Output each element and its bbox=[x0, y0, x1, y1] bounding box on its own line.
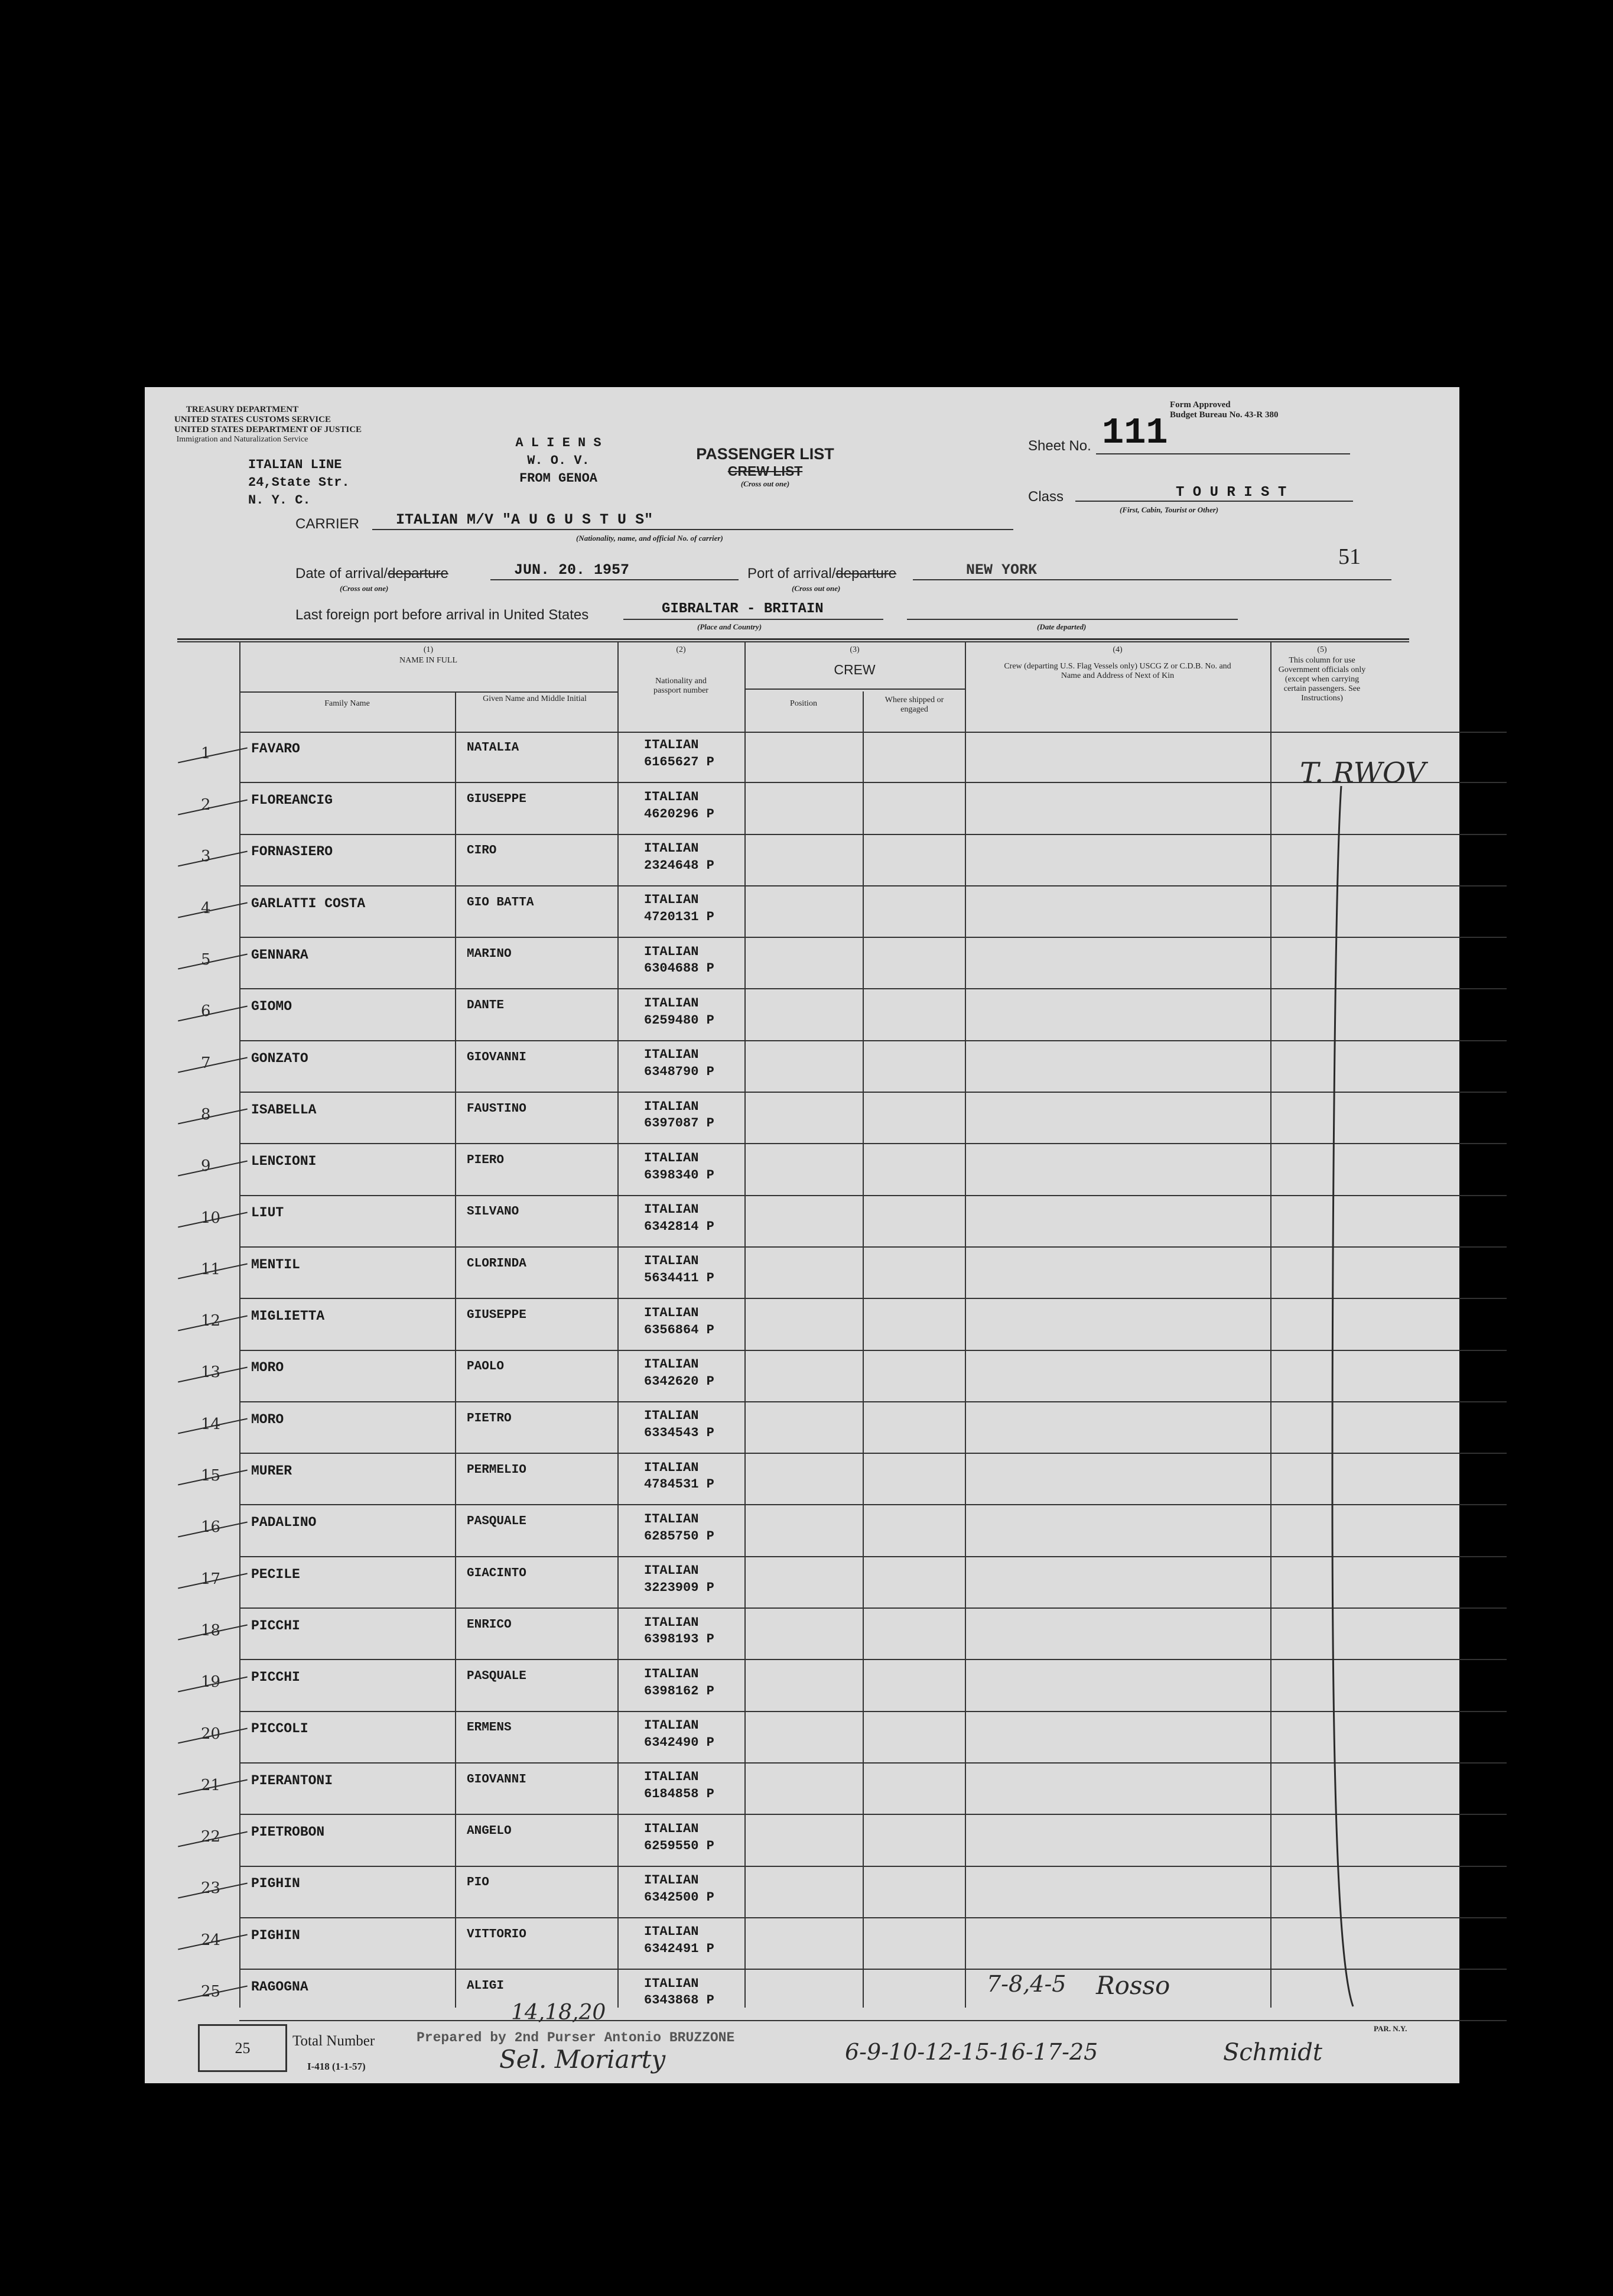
agency-line: UNITED STATES CUSTOMS SERVICE bbox=[174, 415, 331, 424]
passport-number: 6184858 P bbox=[644, 1787, 714, 1802]
row-number: 1 bbox=[201, 744, 211, 762]
row-number: 8 bbox=[201, 1105, 211, 1123]
col-shipped-title: Where shipped or engaged bbox=[884, 696, 944, 714]
family-name: FORNASIERO bbox=[251, 844, 333, 860]
arrival-date-value: JUN. 20. 1957 bbox=[514, 561, 630, 579]
nationality: ITALIAN bbox=[644, 1305, 699, 1320]
family-name: MORO bbox=[251, 1360, 284, 1376]
passport-number: 6304688 P bbox=[644, 961, 714, 976]
nationality: ITALIAN bbox=[644, 1666, 699, 1681]
company-block bbox=[248, 456, 350, 509]
table-row bbox=[145, 1815, 1459, 1866]
given-name: CLORINDA bbox=[467, 1256, 526, 1271]
given-name: PIETRO bbox=[467, 1411, 512, 1425]
sheet-label: Sheet No. bbox=[1028, 438, 1091, 454]
table-row bbox=[145, 732, 1459, 783]
given-name: FAUSTINO bbox=[467, 1102, 526, 1116]
row-number: 11 bbox=[201, 1260, 221, 1278]
nationality: ITALIAN bbox=[644, 1099, 699, 1114]
arrival-date-label bbox=[295, 566, 448, 582]
family-name: RAGOGNA bbox=[251, 1979, 308, 1995]
given-name: ENRICO bbox=[467, 1618, 512, 1632]
row-checkmark bbox=[178, 1057, 248, 1073]
nationality: ITALIAN bbox=[644, 738, 699, 753]
table-row bbox=[145, 1660, 1459, 1712]
table-row bbox=[145, 1918, 1459, 1970]
row-number: 15 bbox=[201, 1467, 221, 1485]
passport-number: 6285750 P bbox=[644, 1528, 714, 1544]
given-name: GIACINTO bbox=[467, 1566, 526, 1580]
family-name: PICCHI bbox=[251, 1670, 300, 1686]
page-number: 51 bbox=[1338, 544, 1361, 569]
printer-mark: PAR. N.Y. bbox=[1374, 2024, 1407, 2033]
passport-number: 6259480 P bbox=[644, 1012, 714, 1028]
carrier-caption: (Nationality, name, and official No. of carrier) bbox=[576, 534, 723, 543]
arrival-date-caption: (Cross out one) bbox=[340, 584, 389, 593]
passport-number: 6334543 P bbox=[644, 1425, 714, 1441]
col1-title: NAME IN FULL bbox=[399, 656, 457, 665]
row-checkmark bbox=[178, 1005, 248, 1021]
last-port-value: GIBRALTAR - BRITAIN bbox=[662, 601, 824, 617]
total-signature: Sel. Moriarty bbox=[499, 2045, 666, 2074]
form-number: I-418 (1-1-57) bbox=[307, 2061, 366, 2072]
passport-number: 6356864 P bbox=[644, 1322, 714, 1337]
table-row bbox=[145, 886, 1459, 938]
date-departed-caption: (Date departed) bbox=[1037, 622, 1087, 631]
nationality: ITALIAN bbox=[644, 1769, 699, 1785]
nationality: ITALIAN bbox=[644, 1357, 699, 1372]
nationality: ITALIAN bbox=[644, 1253, 699, 1269]
total-handwriting: 14,18,20 bbox=[511, 2001, 606, 2025]
family-name: GONZATO bbox=[251, 1050, 308, 1066]
row-number: 20 bbox=[201, 1725, 221, 1743]
table-row bbox=[145, 990, 1459, 1041]
nationality: ITALIAN bbox=[644, 841, 699, 856]
passport-number: 5634411 P bbox=[644, 1271, 714, 1286]
carrier-label: CARRIER bbox=[295, 516, 360, 532]
given-name: GIUSEPPE bbox=[467, 793, 526, 806]
passport-number: 6342500 P bbox=[644, 1889, 714, 1905]
nationality: ITALIAN bbox=[644, 1924, 699, 1940]
given-name: CIRO bbox=[467, 844, 497, 858]
row25-handwriting: 7-8,4-5 bbox=[987, 1971, 1066, 1997]
family-name: GENNARA bbox=[251, 947, 308, 963]
family-name: LENCIONI bbox=[251, 1154, 317, 1170]
table-row bbox=[145, 1402, 1459, 1454]
port-caption: (Cross out one) bbox=[792, 584, 841, 593]
nationality: ITALIAN bbox=[644, 1408, 699, 1424]
aliens-block bbox=[511, 434, 606, 488]
company-line: 24,State Str. bbox=[248, 475, 350, 490]
given-name: PASQUALE bbox=[467, 1515, 526, 1529]
given-name: PERMELIO bbox=[467, 1463, 526, 1477]
header-subrule-crew bbox=[744, 689, 965, 690]
family-name: GIOMO bbox=[251, 999, 292, 1015]
last-port-label: Last foreign port before arrival in United States bbox=[295, 607, 589, 623]
carrier-underline bbox=[372, 529, 1013, 530]
row-number: 3 bbox=[201, 847, 211, 866]
aliens-line: A L I E N S bbox=[515, 436, 601, 450]
table-row bbox=[145, 1248, 1459, 1299]
family-name: MIGLIETTA bbox=[251, 1308, 325, 1324]
port-label bbox=[747, 566, 896, 582]
table-row bbox=[145, 1454, 1459, 1505]
passport-number: 6397087 P bbox=[644, 1116, 714, 1131]
passport-number: 3223909 P bbox=[644, 1580, 714, 1596]
col2-number: (2) bbox=[676, 645, 686, 654]
port-label-text: Port of arrival/ bbox=[747, 566, 836, 582]
given-name: ERMENS bbox=[467, 1721, 512, 1735]
list-title bbox=[677, 445, 854, 489]
table-row bbox=[145, 1351, 1459, 1402]
passport-number: 6342491 P bbox=[644, 1941, 714, 1957]
row-number: 19 bbox=[201, 1673, 221, 1691]
given-name: GIOVANNI bbox=[467, 1050, 526, 1064]
row-rule bbox=[239, 2020, 1507, 2021]
table-row bbox=[145, 1093, 1459, 1144]
row-number: 9 bbox=[201, 1157, 211, 1175]
family-name: PICCOLI bbox=[251, 1721, 308, 1737]
row-checkmark bbox=[178, 799, 248, 815]
aliens-line: FROM GENOA bbox=[519, 471, 598, 486]
family-name: PIERANTONI bbox=[251, 1772, 333, 1788]
given-name: NATALIA bbox=[467, 741, 519, 755]
row-number: 17 bbox=[201, 1570, 221, 1588]
passport-number: 6398162 P bbox=[644, 1683, 714, 1699]
passport-number: 6348790 P bbox=[644, 1064, 714, 1080]
family-name: PICCHI bbox=[251, 1618, 300, 1633]
family-name: MORO bbox=[251, 1411, 284, 1427]
passport-number: 6259550 P bbox=[644, 1838, 714, 1853]
col5-title: This column for use Government officials only (except when carrying certain passengers. See Instructions) bbox=[1278, 656, 1366, 703]
passport-number: 6398193 P bbox=[644, 1632, 714, 1647]
table-row bbox=[145, 938, 1459, 989]
nationality: ITALIAN bbox=[644, 1821, 699, 1836]
col-given-title: Given Name and Middle Initial bbox=[483, 694, 587, 703]
port-value: NEW YORK bbox=[966, 561, 1038, 579]
row25-signature: Rosso bbox=[1096, 1971, 1170, 2000]
port-label-struck: departure bbox=[835, 566, 897, 582]
row-number: 4 bbox=[201, 899, 211, 917]
table-top-rule bbox=[177, 638, 1409, 640]
table-row bbox=[145, 783, 1459, 834]
budget-line: Budget Bureau No. 43-R 380 bbox=[1170, 410, 1279, 420]
agency-line: TREASURY DEPARTMENT bbox=[186, 405, 299, 414]
row-number: 25 bbox=[201, 1983, 221, 2001]
nationality: ITALIAN bbox=[644, 1873, 699, 1888]
bottom-signature: Schmidt bbox=[1223, 2039, 1322, 2066]
col4-number: (4) bbox=[1113, 645, 1123, 654]
row-number: 6 bbox=[201, 1002, 211, 1021]
col-family-title: Family Name bbox=[324, 699, 370, 708]
table-row bbox=[145, 1764, 1459, 1815]
given-name: GIOVANNI bbox=[467, 1772, 526, 1787]
given-name: GIO BATTA bbox=[467, 895, 534, 910]
given-name: PIERO bbox=[467, 1154, 505, 1168]
col5-handwriting: T. RWOV bbox=[1300, 756, 1426, 790]
col-position-title: Position bbox=[790, 699, 817, 708]
last-port-caption: (Place and Country) bbox=[697, 622, 762, 631]
passport-number: 6342814 P bbox=[644, 1219, 714, 1234]
header-subrule bbox=[239, 691, 617, 693]
port-underline bbox=[913, 579, 1391, 580]
nationality: ITALIAN bbox=[644, 1511, 699, 1527]
table-row bbox=[145, 1970, 1459, 2021]
given-name: DANTE bbox=[467, 999, 505, 1013]
passport-number: 6165627 P bbox=[644, 755, 714, 770]
col5-number: (5) bbox=[1317, 645, 1327, 654]
table-row bbox=[145, 1712, 1459, 1764]
given-name: ALIGI bbox=[467, 1979, 505, 1993]
prepared-by: Prepared by 2nd Purser Antonio BRUZZONE bbox=[417, 2030, 735, 2045]
col4-title: Crew (departing U.S. Flag Vessels only) USCG Z or C.D.B. No. and Name and Address of Next of Kin bbox=[1004, 662, 1231, 680]
table-row bbox=[145, 1506, 1459, 1557]
row-checkmark bbox=[178, 850, 248, 866]
aliens-line: W. O. V. bbox=[527, 453, 590, 468]
class-caption: (First, Cabin, Tourist or Other) bbox=[1120, 505, 1219, 514]
total-box bbox=[198, 2024, 287, 2072]
row-checkmark bbox=[178, 748, 248, 764]
bottom-handwriting: 6-9-10-12-15-16-17-25 bbox=[845, 2039, 1098, 2065]
row-checkmark bbox=[178, 954, 248, 970]
given-name: MARINO bbox=[467, 947, 512, 961]
col5-bracket-line bbox=[1303, 783, 1374, 2009]
nationality: ITALIAN bbox=[644, 789, 699, 804]
last-port-underline bbox=[623, 619, 883, 620]
passport-number: 4620296 P bbox=[644, 806, 714, 821]
row-number: 13 bbox=[201, 1363, 221, 1382]
form-approved bbox=[1170, 400, 1279, 420]
agency-line: UNITED STATES DEPARTMENT OF JUSTICE bbox=[174, 425, 362, 434]
family-name: MENTIL bbox=[251, 1256, 300, 1272]
table-row bbox=[145, 1299, 1459, 1350]
company-line: N. Y. C. bbox=[248, 493, 311, 508]
passport-number: 6343868 P bbox=[644, 1993, 714, 2008]
table-top-rule-2 bbox=[177, 641, 1409, 642]
arrival-date-underline bbox=[490, 579, 739, 580]
family-name: MURER bbox=[251, 1463, 292, 1479]
nationality: ITALIAN bbox=[644, 1047, 699, 1063]
class-underline bbox=[1075, 501, 1353, 502]
arrival-date-label-struck: departure bbox=[388, 566, 448, 582]
family-name: LIUT bbox=[251, 1205, 284, 1221]
row-number: 24 bbox=[201, 1931, 221, 1949]
table-row bbox=[145, 1557, 1459, 1609]
arrival-date-label-text: Date of arrival/ bbox=[295, 566, 388, 582]
given-name: PASQUALE bbox=[467, 1670, 526, 1684]
total-label: Total Number bbox=[292, 2033, 375, 2049]
form-approved-line: Form Approved bbox=[1170, 400, 1231, 410]
sheet-number: 111 bbox=[1102, 412, 1168, 454]
nationality: ITALIAN bbox=[644, 1202, 699, 1217]
carrier-value: ITALIAN M/V "A U G U S T U S" bbox=[396, 511, 653, 528]
row-number: 7 bbox=[201, 1054, 211, 1072]
given-name: PIO bbox=[467, 1876, 489, 1890]
passport-number: 6398340 P bbox=[644, 1167, 714, 1183]
row-number: 5 bbox=[201, 951, 211, 969]
row-number: 14 bbox=[201, 1415, 221, 1433]
table-row bbox=[145, 1609, 1459, 1660]
family-name: PIETROBON bbox=[251, 1824, 325, 1840]
nationality: ITALIAN bbox=[644, 1976, 699, 1991]
total-value: 25 bbox=[235, 2040, 251, 2057]
title-passenger: PASSENGER LIST bbox=[696, 445, 834, 463]
family-name: ISABELLA bbox=[251, 1102, 317, 1118]
agency-line: Immigration and Naturalization Service bbox=[176, 435, 308, 444]
given-name: GIUSEPPE bbox=[467, 1308, 526, 1322]
row-number: 23 bbox=[201, 1879, 221, 1898]
table-row bbox=[145, 1144, 1459, 1196]
family-name: GARLATTI COSTA bbox=[251, 895, 366, 911]
nationality: ITALIAN bbox=[644, 1563, 699, 1579]
title-crew: CREW LIST bbox=[727, 463, 803, 479]
given-name: SILVANO bbox=[467, 1205, 519, 1219]
row-number: 21 bbox=[201, 1776, 221, 1794]
col1-number: (1) bbox=[423, 645, 434, 654]
row-number: 12 bbox=[201, 1312, 221, 1330]
given-name: VITTORIO bbox=[467, 1927, 526, 1941]
family-name: PIGHIN bbox=[251, 1876, 300, 1892]
table-row bbox=[145, 835, 1459, 886]
table-row bbox=[145, 1041, 1459, 1093]
row-checkmark bbox=[178, 902, 248, 918]
family-name: FAVARO bbox=[251, 741, 300, 756]
nationality: ITALIAN bbox=[644, 1615, 699, 1630]
nationality: ITALIAN bbox=[644, 892, 699, 908]
row-number: 16 bbox=[201, 1518, 221, 1537]
nationality: ITALIAN bbox=[644, 995, 699, 1011]
company-line: ITALIAN LINE bbox=[248, 457, 342, 472]
nationality: ITALIAN bbox=[644, 1150, 699, 1165]
row-checkmark bbox=[178, 1109, 248, 1125]
col2-title: Nationality and passport number bbox=[653, 677, 708, 695]
family-name: PIGHIN bbox=[251, 1927, 300, 1943]
family-name: FLOREANCIG bbox=[251, 793, 333, 808]
nationality: ITALIAN bbox=[644, 944, 699, 959]
given-name: ANGELO bbox=[467, 1824, 512, 1838]
passport-number: 2324648 P bbox=[644, 858, 714, 873]
row-number: 10 bbox=[201, 1209, 221, 1227]
table-row bbox=[145, 1867, 1459, 1918]
row-number: 18 bbox=[201, 1621, 221, 1639]
nationality: ITALIAN bbox=[644, 1460, 699, 1475]
document-page bbox=[145, 387, 1459, 2083]
row-number: 2 bbox=[201, 796, 211, 814]
row-checkmark bbox=[178, 1160, 248, 1176]
given-name: PAOLO bbox=[467, 1360, 505, 1374]
col3-number: (3) bbox=[850, 645, 860, 654]
title-caption: (Cross out one) bbox=[740, 479, 790, 488]
family-name: PECILE bbox=[251, 1566, 300, 1582]
passport-number: 6342490 P bbox=[644, 1735, 714, 1750]
date-departed-underline bbox=[907, 619, 1238, 620]
class-value: T O U R I S T bbox=[1176, 485, 1287, 501]
passport-number: 6342620 P bbox=[644, 1373, 714, 1389]
passport-number: 4720131 P bbox=[644, 910, 714, 925]
row-number: 22 bbox=[201, 1828, 221, 1846]
agency-block bbox=[174, 405, 362, 444]
passport-number: 4784531 P bbox=[644, 1477, 714, 1492]
family-name: PADALINO bbox=[251, 1515, 317, 1531]
table-row bbox=[145, 1196, 1459, 1248]
col3-title: CREW bbox=[834, 662, 876, 677]
class-label: Class bbox=[1028, 489, 1064, 505]
nationality: ITALIAN bbox=[644, 1718, 699, 1733]
